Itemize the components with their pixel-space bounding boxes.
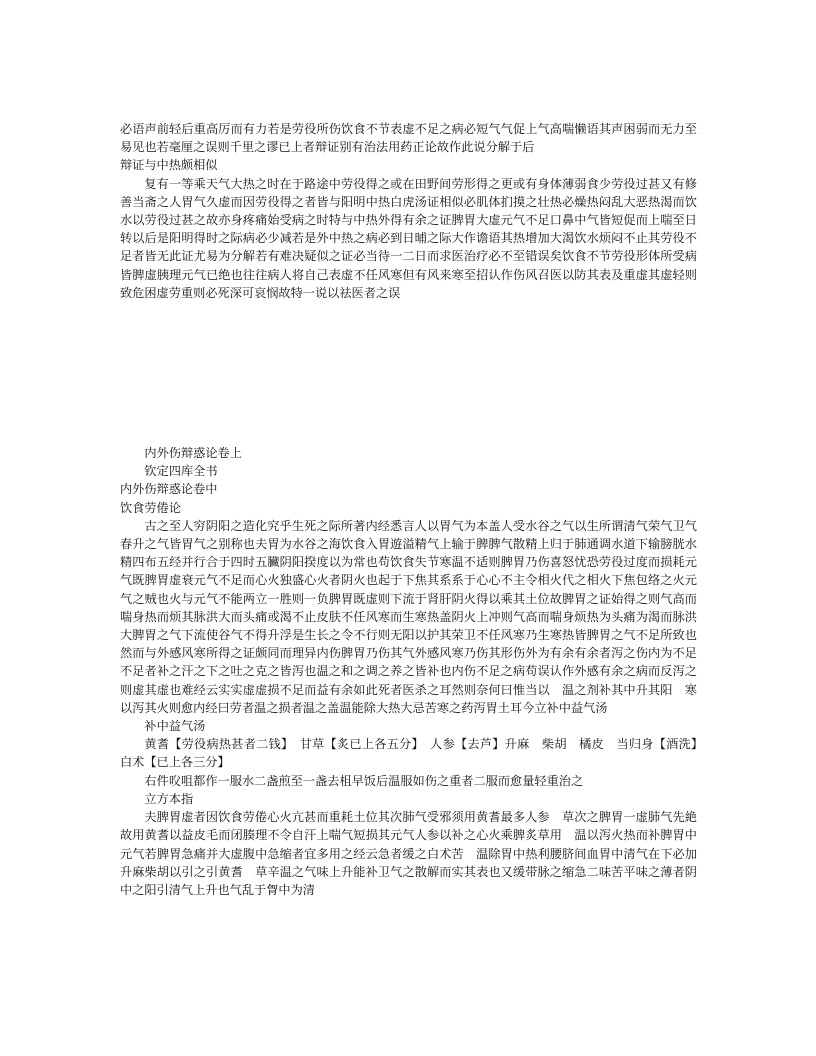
paragraph: 必语声前轻后重高厉而有力若是劳役所伤饮食不节表虚不足之病必短气气促上气高喘懒语其声困弱而无力至易见也若毫厘之误则千里之谬已上者辩证别有治法用药正论故作此说分解于后 (120, 122, 697, 155)
paragraph: 夫脾胃虚者因饮食劳倦心火亢甚而重耗土位其次肺气受邪须用黄耆最多人参 草次之脾胃一虚肺气先絶故用黄耆以益皮毛而闭腠理不令自汗上喘气短损其元气人参以补之心火乘脾炙草用 温以泻火热而补脾胃中元气若脾胃急痛并大虚腹中急缩者宜多用之经云急者缓之白术苦 温除胃中热利腰脐间血胃中清气在下必加升麻柴胡以引之引黄耆 草辛温之气味上升能补卫气之散解而实其表也又缓带脉之缩急二味苦平味之薄者阴中之阳引清气上升也气乱于胷中为清 (120, 810, 697, 897)
volume-end-title: 内外伤辩惑论卷上 (144, 446, 242, 461)
preparation-text: 右件㕮咀都作一服水二盏煎至一盏去柤早饭后温服如伤之重者二服而愈量轻重治之 (144, 773, 584, 788)
section-heading: 立方本指 (144, 791, 194, 806)
paragraph: 古之至人穷阴阳之造化究乎生死之际所著内经悉言人以胃气为本盖人受水谷之气以生所谓清气荣气卫气春升之气皆胃气之别称也夫胃为水谷之海饮食入胃遊溢精气上输于脾脾气散精上归于肺通调水道下输膀胱水精四布五经并行合于四时五臟阴阳揆度以为常也苟饮食失节寒温不适则脾胃乃伤喜怒忧恐劳役过度而损耗元气既脾胃虚衰元气不足而心火独盛心火者阴火也起于下焦其系系于心心不主令相火代之相火下焦包络之火元气之贼也火与元气不能两立一胜则一负脾胃既虚则下流于肾肝阴火得以乘其土位故脾胃之证始得之则气高而喘身热而烦其脉洪大而头痛或渴不止皮肤不任风寒而生寒热盖阴火上冲则气高而喘身烦热为头痛为渴而脉洪大脾胃之气下流使谷气不得升浮是生长之令不行则无阳以护其荣卫不任风寒乃生寒热皆脾胃之气不足所致也然而与外感风寒所得之证颇同而理异内伤脾胃乃伤其气外感风寒乃伤其形伤外为有余有余者泻之伤内为不足不足者补之汗之下之吐之克之皆泻也温之和之调之养之皆补也内伤不足之病苟误认作外感有余之病而反泻之则虚其虚也难经云实实虚虚损不足而益有余如此死者医杀之耳然则奈何曰惟当以 温之剂补其中升其阳 寒以泻其火则愈内经曰劳者温之损者温之盖温能除大热大忌苦寒之药泻胃土耳今立补中益气汤 (120, 518, 697, 715)
chapter-title: 饮食劳倦论 (120, 500, 181, 515)
volume-title: 内外伤辩惑论卷中 (120, 482, 218, 497)
herb-list: 黄耆【劳役病热甚者二钱】 甘草【炙已上各五分】 人参【去芦】升麻 柴胡 橘皮 当归身【酒洗】 白术【已上各三分】 (120, 737, 710, 770)
paragraph: 复有一等乘天气大热之时在于路途中劳役得之或在田野间劳形得之更或有身体薄弱食少劳役过甚又有修善当斋之人胃气久虚而因劳役得之者皆与阳明中热白虎汤证相似必肌体扪摸之壮热必燥热闷乱大恶热渴而饮水以劳役过甚之故亦身疼痛始受病之时特与中热外得有余之证脾胃大虚元气不足口鼻中气皆短促而上喘至日转以后是阳明得时之际病必少减若是外中热之病必到日晡之际大作谵语其热增加大渴饮水烦闷不止其劳役不足者皆无此证尤易为分解若有难决疑似之证必当待一二日而求医治疗必不至错误矣饮食不节劳役形体所受病皆脾虚胰理元气已绝也往往病人将自己表虚不任风寒但有风来寒至招认作伤风召医以防其表及重虚其虚轻则致危困虚劳重则必死深可哀悯故特一说以祛医者之误 (120, 176, 697, 300)
section-heading: 辩证与中热颇相似 (120, 158, 218, 173)
blank-space (120, 302, 697, 444)
series-title: 钦定四库全书 (144, 464, 218, 479)
document-page (120, 120, 710, 899)
formula-title: 补中益气汤 (144, 719, 206, 734)
